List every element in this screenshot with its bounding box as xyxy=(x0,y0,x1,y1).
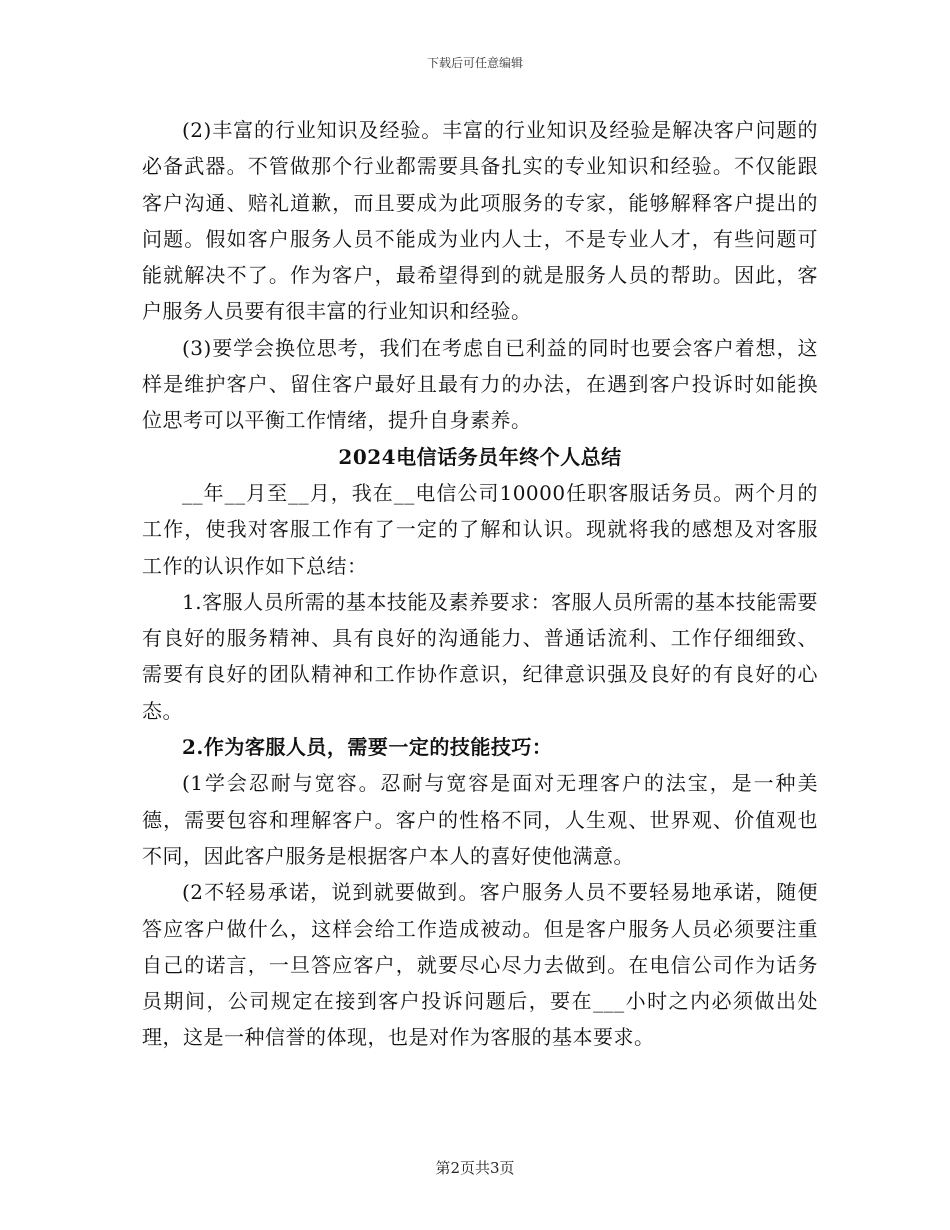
paragraph-patience: (1学会忍耐与宽容。忍耐与宽容是面对无理客户的法宝，是一种美德，需要包容和理解客户。客户的性格不同，人生观、世界观、价值观也不同，因此客户服务是根据客户本人的喜好使他满意。 xyxy=(142,771,818,868)
paragraph-basic-skills: 1.客服人员所需的基本技能及素养要求：客服人员所需的基本技能需要有良好的服务精神、具有良好的沟通能力、普通话流利、工作仔细细致、需要有良好的团队精神和工作协作意识，纪律意识强及良好的有良好的心态。 xyxy=(142,589,818,723)
paragraph-promises: (2不轻易承诺，说到就要做到。客户服务人员不要轻易地承诺，随便答应客户做什么，这样会给工作造成被动。但是客户服务人员必须要注重自己的诺言，一旦答应客户，就要尽心尽力去做到。在电信公司作为话务员期间，公司规定在接到客户投诉问题后，要在___小时之内必须做出处理，这是一种信誉的体现，也是对作为客服的基本要求。 xyxy=(142,880,818,1050)
page-number: 第2页共3页 xyxy=(435,1159,515,1177)
paragraph-intro: __年__月至__月，我在__电信公司10000任职客服话务员。两个月的工作，使我对客服工作有了一定的了解和认识。现就将我的感想及对客服工作的认识作如下总结： xyxy=(142,480,818,578)
paragraph-industry-knowledge: (2)丰富的行业知识及经验。丰富的行业知识及经验是解决客户问题的必备武器。不管做那个行业都需要具备扎实的专业知识和经验。不仅能跟客户沟通、赔礼道歉，而且要成为此项服务的专家，能够解释客户提出的问题。假如客户服务人员不能成为业内人士，不是专业人才，有些问题可能就解决不了。作为客户，最希望得到的就是服务人员的帮助。因此，客户服务人员要有很丰富的行业知识和经验。 xyxy=(142,118,818,324)
document-title: 2024电信话务员年终个人总结 xyxy=(338,444,622,469)
document-body xyxy=(142,112,818,1056)
section-heading-techniques: 2.作为客服人员，需要一定的技能技巧： xyxy=(182,735,553,760)
paragraph-empathy: (3)要学会换位思考，我们在考虑自已利益的同时也要会客户着想，这样是维护客户、留住客户最好且最有力的办法，在遇到客户投诉时如能换位思考可以平衡工作情绪，提升自身素养。 xyxy=(142,335,818,433)
page-header-note: 下载后可任意编辑 xyxy=(426,56,523,70)
